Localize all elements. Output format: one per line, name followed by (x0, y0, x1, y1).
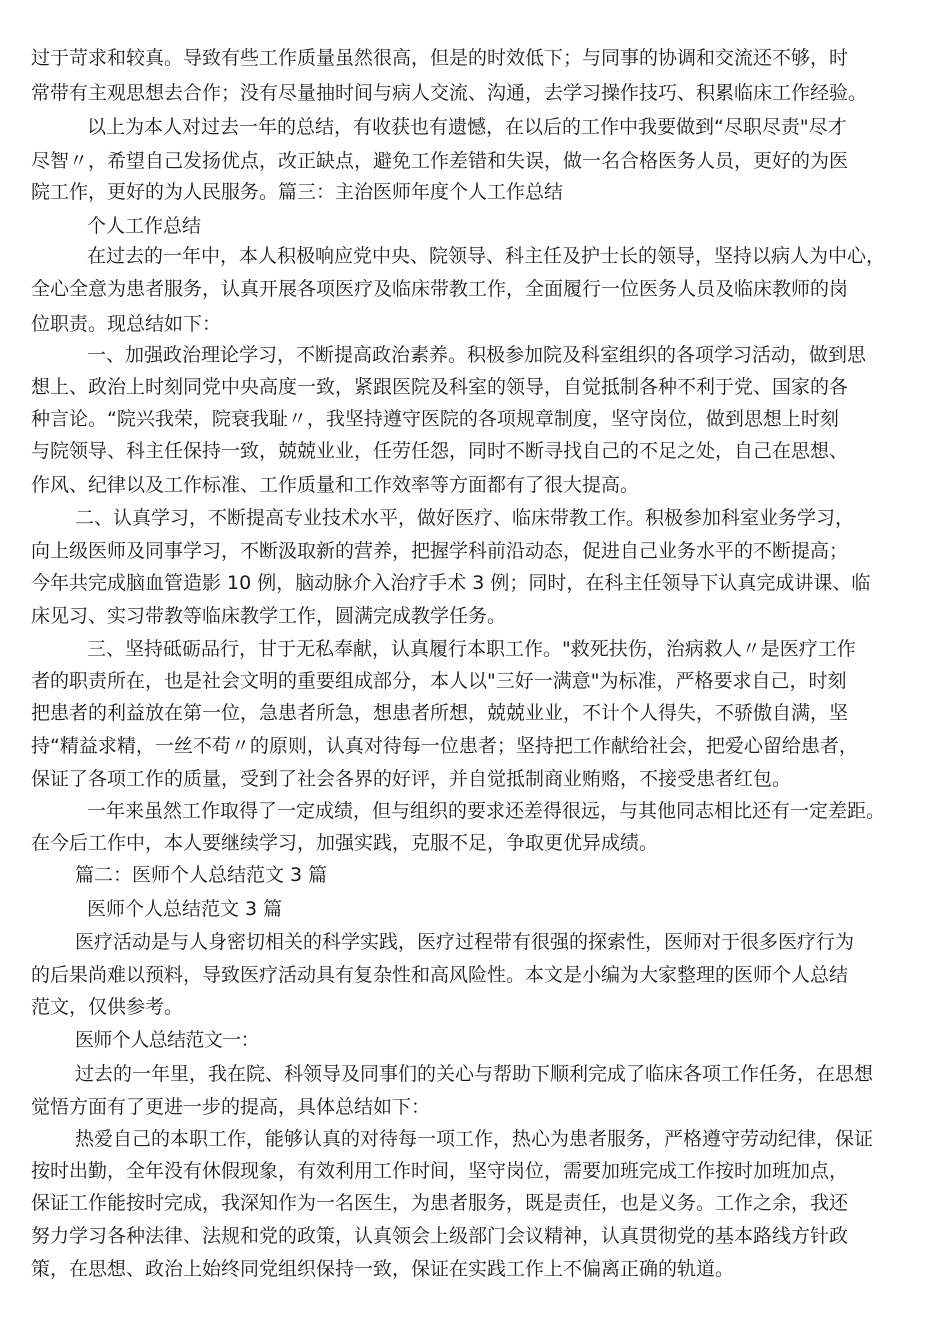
body-line-24: 一年来虽然工作取得了一定成绩，但与组织的要求还差得很远，与其他同志相比还有一定差距。 (87, 800, 886, 822)
section-heading-part-two: 篇二：医师个人总结范文 3 篇 (75, 864, 328, 886)
body-line-7: 在过去的一年中，本人积极响应党中央、院领导、科主任及护士长的领导，坚持以病人为中心， (87, 245, 886, 267)
body-line-1: 过于苛求和较真。导致有些工作质量虽然很高，但是的时效低下；与同事的协调和交流还不够，时 (31, 47, 849, 69)
body-line-18: 床见习、实习带教等临床教学工作，圆满完成教学任务。 (31, 605, 507, 627)
body-line-25: 在今后工作中，本人要继续学习，加强实践，克服不足，争取更优异成绩。 (31, 832, 659, 854)
body-line-23: 保证了各项工作的质量，受到了社会各界的好评，并自觉抵制商业贿赂，不接受患者红包。 (31, 768, 792, 790)
body-line-13: 与院领导、科主任保持一致，兢兢业业，任劳任怨，同时不断寻找自己的不足之处，自己在思想、 (31, 440, 849, 462)
body-line-9: 位职责。现总结如下： (31, 313, 222, 335)
section-heading-personal-summary: 个人工作总结 (87, 215, 202, 237)
body-line-4: 尽智〃，希望自己发扬优点，改正缺点，避免工作差错和失误，做一名合格医务人员，更好的为医 (31, 150, 849, 172)
body-line-20: 者的职责所在，也是社会文明的重要组成部分，本人以"三好一满意"为标准，严格要求自己，时刻 (31, 670, 847, 692)
body-line-32: 过去的一年里，我在院、科领导及同事们的关心与帮助下顺利完成了临床各项工作任务，在思想 (75, 1063, 874, 1085)
body-line-22: 持“精益求精，一丝不苟〃的原则，认真对待每一位患者；坚持把工作献给社会，把爱心留给患者， (31, 735, 858, 757)
section-heading-example-one: 医师个人总结范文一： (75, 1029, 260, 1051)
body-line-36: 保证工作能按时完成，我深知作为一名医生，为患者服务，既是责任，也是义务。工作之余，我还 (31, 1192, 849, 1214)
body-line-38: 策，在思想、政治上始终同党组织保持一致，保证在实践工作上不偏离正确的轨道。 (31, 1258, 735, 1280)
body-line-14: 作风、纪律以及工作标准、工作质量和工作效率等方面都有了很大提高。 (31, 474, 640, 496)
body-line-15: 二、认真学习，不断提高专业技术水平，做好医疗、临床带教工作。积极参加科室业务学习， (75, 507, 855, 529)
body-line-34: 热爱自己的本职工作，能够认真的对待每一项工作，热心为患者服务，严格遵守劳动纪律，保证 (75, 1128, 874, 1150)
body-line-5: 院工作，更好的为人民服务。篇三：主治医师年度个人工作总结 (31, 181, 564, 203)
body-line-11: 想上、政治上时刻同党中央高度一致，紧跟医院及科室的领导，自觉抵制各种不利于党、国家的各 (31, 376, 849, 398)
body-line-17: 今年共完成脑血管造影 10 例，脑动脉介入治疗手术 3 例；同时，在科主任领导下认真完成讲课、临 (31, 572, 871, 594)
body-line-8: 全心全意为患者服务，认真开展各项医疗及临床带教工作，全面履行一位医务人员及临床教师的岗 (31, 278, 849, 300)
body-line-28: 医疗活动是与人身密切相关的科学实践，医疗过程带有很强的探索性，医师对于很多医疗行为 (75, 931, 855, 953)
body-line-30: 范文，仅供参考。 (31, 996, 184, 1018)
section-heading-doctor-summary: 医师个人总结范文 3 篇 (87, 898, 283, 920)
body-line-21: 把患者的利益放在第一位，急患者所急，想患者所想，兢兢业业，不计个人得失，不骄傲自满，坚 (31, 702, 849, 724)
body-line-37: 努力学习各种法律、法规和党的政策，认真领会上级部门会议精神，认真贯彻党的基本路线方针政 (31, 1225, 849, 1247)
body-line-29: 的后果尚难以预料，导致医疗活动具有复杂性和高风险性。本文是小编为大家整理的医师个人总结 (31, 964, 849, 986)
body-line-19: 三、坚持砥砺品行，甘于无私奉献，认真履行本职工作。"救死扶伤，治病救人〃是医疗工作 (87, 638, 856, 660)
body-line-3: 以上为本人对过去一年的总结，有收获也有遗憾，在以后的工作中我要做到“尽职尽责"尽才 (87, 116, 847, 138)
body-line-10: 一、加强政治理论学习，不断提高政治素养。积极参加院及科室组织的各项学习活动，做到思 (87, 344, 867, 366)
body-line-2: 常带有主观思想去合作；没有尽量抽时间与病人交流、沟通，去学习操作技巧、积累临床工作经验。 (31, 82, 868, 104)
body-line-33: 觉悟方面有了更进一步的提高，具体总结如下： (31, 1096, 431, 1118)
body-line-12: 种言论。“院兴我荣，院衰我耻〃，我坚持遵守医院的各项规章制度，坚守岗位，做到思想上时刻 (31, 408, 839, 430)
body-line-35: 按时出勤，全年没有休假现象，有效利用工作时间，坚守岗位，需要加班完成工作按时加班加点， (31, 1160, 849, 1182)
body-line-16: 向上级医师及同事学习，不断汲取新的营养，把握学科前沿动态，促进自己业务水平的不断提高； (31, 540, 849, 562)
